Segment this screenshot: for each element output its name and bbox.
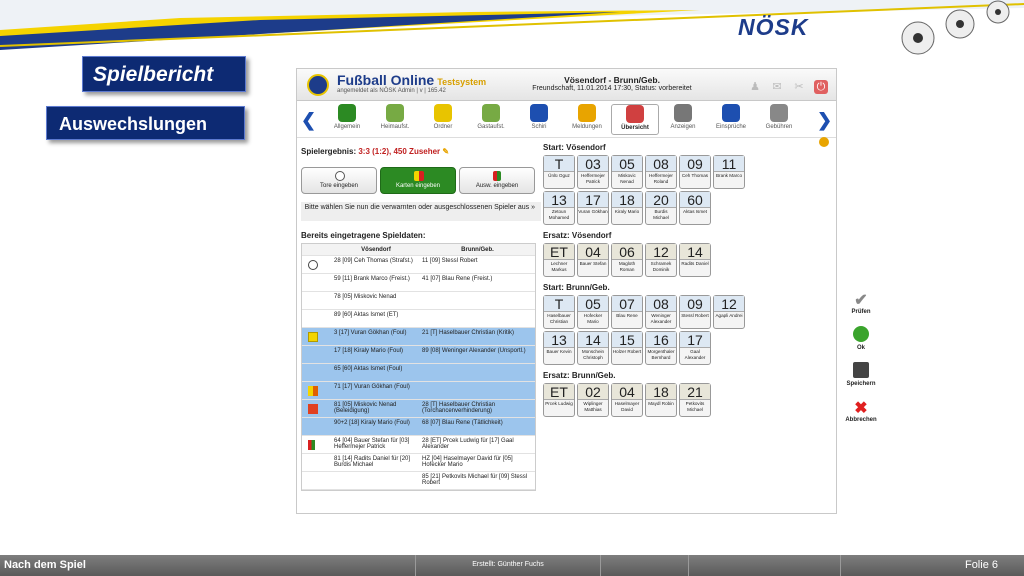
table-row[interactable]	[302, 256, 535, 274]
player-card[interactable]	[611, 155, 643, 189]
player-name: Monschein Christoph	[581, 349, 605, 360]
home-event	[332, 472, 420, 489]
player-card[interactable]	[645, 383, 677, 417]
cross-icon: ✖	[854, 400, 868, 417]
player-name: Zetoun Mohamed	[548, 209, 570, 220]
login-info: angemeldet als NÖSK Admin | v | 165.42	[337, 88, 446, 94]
player-number: 18	[612, 192, 642, 208]
player-card[interactable]	[577, 295, 609, 329]
lineup-cards	[543, 243, 773, 277]
player-name: Magloth Roman	[618, 261, 636, 272]
away-event: HZ [04] Haselmayer David für [05] Hofecker Mario	[422, 456, 513, 468]
check-button[interactable]: ✔ Prüfen	[851, 292, 871, 315]
away-event: 41 [07] Blau Rene (Freist.)	[422, 276, 493, 282]
player-number: 02	[578, 384, 608, 400]
player-number: ET	[544, 244, 574, 260]
checkmark-icon: ✔	[854, 292, 868, 309]
player-number: 14	[680, 244, 710, 260]
cards-button[interactable]: Karten eingeben	[380, 167, 456, 194]
tab-3[interactable]: Gastaufst.	[467, 104, 515, 130]
home-event: 64 [04] Bauer Stefan für [03] Heffermejer Patrick	[334, 438, 410, 450]
player-name: Agapli Andrei	[715, 313, 743, 318]
lineup-cards	[543, 155, 773, 225]
ball-icon	[308, 260, 318, 270]
player-name: Brank Marco	[715, 173, 743, 178]
player-card[interactable]	[679, 383, 711, 417]
lineup-cards	[543, 295, 773, 365]
goals-button[interactable]: Tore eingeben	[301, 167, 377, 194]
app-window	[296, 68, 837, 514]
home-event: 81 [05] Miskovic Nenad (Beleidigung)	[334, 402, 397, 414]
tools-icon[interactable]: ✂	[794, 81, 804, 93]
player-number: 16	[646, 332, 676, 348]
home-event: 28 [09] Ceh Thomas (Strafst.)	[334, 258, 413, 264]
player-card[interactable]	[543, 331, 575, 365]
subs-button[interactable]: Ausw. eingeben	[459, 167, 535, 194]
player-number: 15	[612, 332, 642, 348]
footer-spacer	[600, 555, 688, 576]
table-row[interactable]	[302, 292, 535, 310]
player-name: Heffermejer Patrick	[581, 173, 605, 184]
substitution-icon	[308, 440, 315, 450]
lineup-title: Start: Brunn/Geb.	[543, 283, 610, 292]
away-event: 11 [09] Stessl Robert	[422, 258, 478, 264]
player-card[interactable]	[645, 331, 677, 365]
home-event: 59 [11] Brank Marco (Freist.)	[334, 276, 410, 282]
yellow-red-card-icon	[308, 386, 318, 396]
player-name: Haselbauer Christian	[547, 313, 571, 324]
player-number: 17	[578, 192, 608, 208]
table-header: Vösendorf Brunn/Geb.	[302, 244, 535, 256]
player-card[interactable]	[645, 295, 677, 329]
home-event: 90+2 [18] Kiraly Mario (Foul)	[334, 420, 410, 426]
player-card[interactable]	[679, 155, 711, 189]
player-card[interactable]	[543, 155, 575, 189]
tab-icon	[434, 104, 452, 122]
tab-icon	[770, 104, 788, 122]
player-card[interactable]	[577, 331, 609, 365]
table-row[interactable]	[302, 454, 535, 472]
player-name: Holzer Robert	[612, 349, 642, 354]
away-event	[420, 292, 535, 309]
player-number: 12	[714, 296, 744, 312]
app-name: Fußball Online Testsystem	[337, 72, 487, 88]
tab-2[interactable]: Ordner	[419, 104, 467, 130]
home-event: 78 [05] Miskovic Nenad	[334, 294, 397, 300]
slide-subtitle: Auswechslungen	[46, 106, 245, 140]
table-title: Bereits eingetragene Spieldaten:	[301, 231, 426, 240]
home-event: 81 [14] Radits Daniel für [20] Burdis Michael	[334, 456, 411, 468]
player-number: T	[544, 296, 574, 312]
save-button[interactable]: Speichern	[842, 362, 880, 387]
player-card[interactable]	[543, 243, 575, 277]
player-number: 07	[612, 296, 642, 312]
table-row[interactable]	[302, 472, 535, 490]
tab-8[interactable]: Einsprüche	[707, 104, 755, 130]
player-name: Blau Rene	[616, 313, 638, 318]
player-card[interactable]	[611, 331, 643, 365]
tab-1[interactable]: Heimaufst.	[371, 104, 419, 130]
player-number: 11	[714, 156, 744, 172]
left-panel	[301, 147, 541, 491]
tab-icon	[338, 104, 356, 122]
player-number: 08	[646, 296, 676, 312]
user-icon[interactable]: ♟	[750, 81, 760, 93]
player-card[interactable]	[577, 243, 609, 277]
app-header	[297, 69, 836, 101]
club-logo-icon	[307, 74, 329, 96]
player-number: T	[544, 156, 574, 172]
lineup-title: Ersatz: Vösendorf	[543, 231, 612, 240]
tab-icon	[578, 104, 596, 122]
player-name: Wiplinger Matthias	[583, 401, 603, 412]
away-event: 21 [T] Haselbauer Christian (Kritik)	[422, 330, 515, 336]
player-number: 05	[612, 156, 642, 172]
player-card[interactable]	[543, 191, 575, 225]
player-name: Vuran Gökhan	[578, 209, 608, 214]
player-card[interactable]	[611, 243, 643, 277]
yellow-card-icon	[308, 332, 318, 342]
cancel-button[interactable]: ✖ Abbrechen	[845, 400, 877, 423]
result-line: Spielergebnis: 3:3 (1:2), 450 Zuseher ✎	[301, 147, 450, 156]
lineup-title: Start: Vösendorf	[543, 143, 606, 152]
player-number: 13	[544, 332, 574, 348]
player-card[interactable]	[645, 191, 677, 225]
player-name: Gaal Alexander	[684, 349, 706, 360]
away-event	[420, 364, 535, 381]
lineup-cards	[543, 383, 773, 417]
tab-7[interactable]: Anzeigen	[659, 104, 707, 130]
tab-5[interactable]: Meldungen	[563, 104, 611, 130]
home-event: 71 [17] Vuran Gökhan (Foul)	[334, 384, 410, 390]
table-row[interactable]	[302, 382, 535, 400]
player-name: Ünlü Oguz	[548, 173, 570, 178]
nav-bar	[297, 102, 837, 138]
ok-button[interactable]: Ok	[842, 326, 880, 351]
slide-number: Folie 6	[840, 555, 1024, 576]
player-name: Ceh Thomas	[681, 173, 709, 178]
help-icon[interactable]	[819, 137, 829, 147]
home-event: 17 [18] Kiraly Mario (Foul)	[334, 348, 404, 354]
player-name: Lechner Markus	[550, 261, 568, 272]
tab-4[interactable]: Schiri	[515, 104, 563, 130]
player-number: 60	[680, 192, 710, 208]
tab-9[interactable]: Gebühren	[755, 104, 803, 130]
tab-icon	[674, 104, 692, 122]
player-name: Morgenthaler Bernhard	[647, 349, 675, 360]
player-card[interactable]	[713, 155, 745, 189]
footer-left: Nach dem Spiel	[4, 559, 86, 571]
away-event: 28 [T] Haselbauer Christian (Torchancenverhinderung)	[422, 402, 496, 414]
player-number: 03	[578, 156, 608, 172]
table-row[interactable]	[302, 364, 535, 382]
table-row[interactable]	[302, 274, 535, 292]
player-card[interactable]	[577, 155, 609, 189]
player-name: Bauer Stefan	[579, 261, 607, 266]
player-card[interactable]	[611, 191, 643, 225]
header-swoosh	[0, 0, 1024, 60]
top-toolbar	[740, 77, 828, 95]
player-number: 06	[612, 244, 642, 260]
player-name: Aktas Ismet	[683, 209, 707, 214]
player-name: Kiraly Mario	[614, 209, 640, 214]
player-number: 08	[646, 156, 676, 172]
player-name: Petkovits Michael	[685, 401, 705, 412]
player-name: Weninger Alexander	[650, 313, 672, 324]
player-number: 20	[646, 192, 676, 208]
edit-pencil-icon[interactable]: ✎	[442, 147, 450, 156]
player-card[interactable]	[645, 243, 677, 277]
footer-spacer	[688, 555, 840, 576]
player-card[interactable]	[611, 383, 643, 417]
ok-icon	[853, 326, 869, 342]
player-number: 05	[578, 296, 608, 312]
player-number: 21	[680, 384, 710, 400]
player-card[interactable]	[679, 295, 711, 329]
player-name: Bauer Kevin	[546, 349, 572, 354]
player-name: Radits Daniel	[681, 261, 709, 266]
slide-title: Spielbericht	[82, 56, 246, 92]
player-number: 13	[544, 192, 574, 208]
player-card[interactable]	[577, 191, 609, 225]
away-event: 85 [21] Petkovits Michael für [09] Stessl Robert	[422, 474, 528, 486]
player-number: 18	[646, 384, 676, 400]
footballs-icon	[878, 0, 1024, 56]
player-card[interactable]	[611, 295, 643, 329]
player-name: Burdis Michael	[653, 209, 669, 220]
home-event: 65 [60] Aktas Ismet (Foul)	[334, 366, 403, 372]
player-name: Hofecker Mario	[583, 313, 603, 324]
away-event	[420, 382, 535, 399]
player-card[interactable]	[679, 243, 711, 277]
red-card-icon	[308, 404, 318, 414]
away-event: 68 [07] Blau Rene (Tätlichkeit)	[422, 420, 503, 426]
tab-0[interactable]: Allgemein	[323, 104, 371, 130]
player-name: Stessl Robert	[681, 313, 709, 318]
match-events-table	[301, 243, 536, 491]
table-row[interactable]	[302, 328, 535, 346]
player-card[interactable]	[713, 295, 745, 329]
nav-next-icon[interactable]: ❯	[817, 110, 833, 130]
player-number: 12	[646, 244, 676, 260]
home-event: 89 [60] Aktas Ismet (ET)	[334, 312, 399, 318]
footer-author: Erstellt: Günther Fuchs	[415, 555, 600, 576]
tab-icon	[722, 104, 740, 122]
match-title: Vösendorf - Brunn/Geb.	[564, 75, 660, 85]
player-name: Heffermejer Roland	[649, 173, 673, 184]
away-event	[420, 310, 535, 327]
table-row[interactable]	[302, 436, 535, 454]
table-row[interactable]	[302, 310, 535, 328]
player-name: Schramek Dominik	[650, 261, 672, 272]
player-card[interactable]	[679, 331, 711, 365]
cards-icon	[414, 171, 424, 181]
tab-icon	[530, 104, 548, 122]
player-number: 09	[680, 296, 710, 312]
player-number: ET	[544, 384, 574, 400]
side-actions	[842, 290, 880, 434]
table-row[interactable]	[302, 400, 535, 418]
player-name: Prcek Ludwig	[545, 401, 573, 406]
home-event: 3 [17] Vuran Gökhan (Foul)	[334, 330, 407, 336]
floppy-icon	[853, 362, 869, 378]
player-name: Miskovic Nenad	[618, 173, 636, 184]
player-number: 04	[612, 384, 642, 400]
tab-icon	[626, 105, 644, 123]
lineup-title: Ersatz: Brunn/Geb.	[543, 371, 616, 380]
tab-icon	[482, 104, 500, 122]
slide-footer	[0, 555, 1024, 576]
match-info: Freundschaft, 11.01.2014 17:30, Status: vorbereitet	[532, 85, 692, 92]
nav-prev-icon[interactable]: ❮	[301, 110, 317, 130]
mail-icon[interactable]: ✉	[772, 81, 782, 93]
player-number: 17	[680, 332, 710, 348]
sub-arrows-icon	[493, 171, 501, 181]
player-card[interactable]	[645, 155, 677, 189]
power-icon[interactable]: ⏻	[814, 80, 828, 94]
tab-icon	[386, 104, 404, 122]
player-card[interactable]	[679, 191, 711, 225]
player-number: 09	[680, 156, 710, 172]
player-name: Maydl Robin	[648, 401, 674, 406]
player-card[interactable]	[577, 383, 609, 417]
away-event: 28 [ET] Prcek Ludwig für [17] Gaal Alexander	[422, 438, 514, 450]
player-number: 14	[578, 332, 608, 348]
lineups-panel	[543, 143, 831, 423]
hint-text: Bitte wählen Sie nun die verwarnten oder ausgeschlossenen Spieler aus »	[301, 202, 541, 221]
ball-icon	[335, 171, 345, 181]
player-name: Haselmayer David	[614, 401, 640, 412]
away-event: 89 [08] Weninger Alexander (Unsportl.)	[422, 348, 526, 354]
brand-logo: NÖSK	[738, 14, 809, 40]
tab-6[interactable]: Übersicht	[611, 104, 659, 135]
player-card[interactable]	[543, 383, 575, 417]
table-row[interactable]	[302, 418, 535, 436]
slide-header	[0, 0, 1024, 60]
player-card[interactable]	[543, 295, 575, 329]
player-number: 04	[578, 244, 608, 260]
table-row[interactable]	[302, 346, 535, 364]
